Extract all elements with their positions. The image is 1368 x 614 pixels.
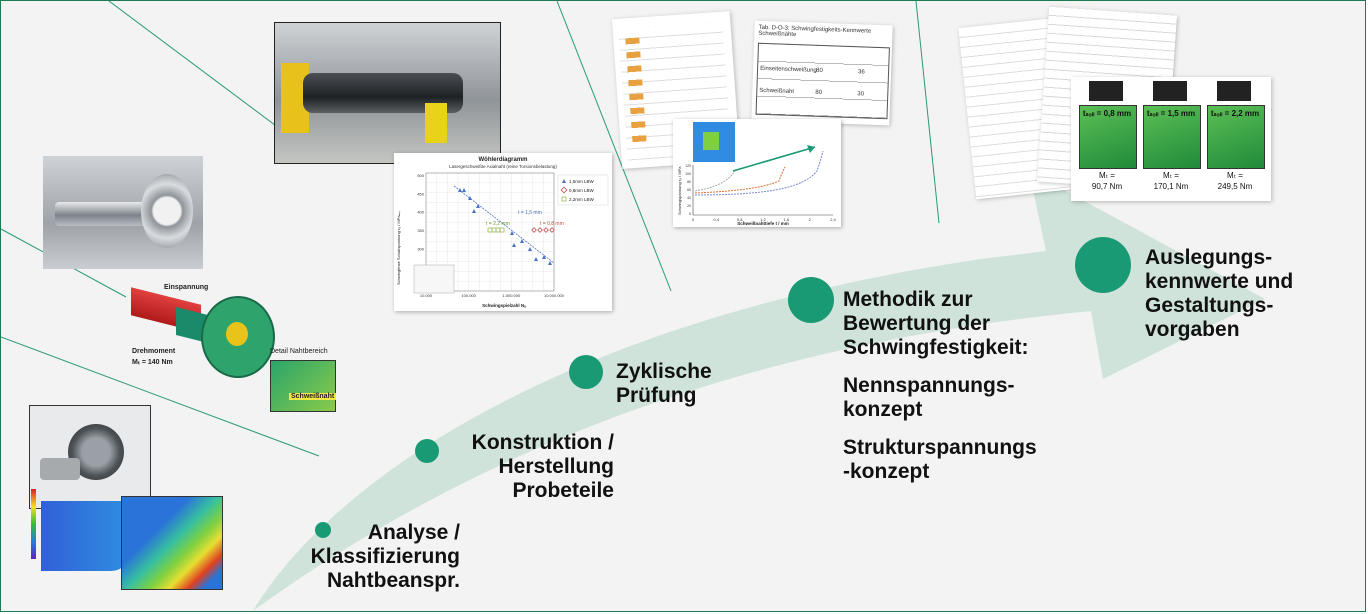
woehler-point-08 bbox=[532, 228, 537, 233]
step-3-label bbox=[616, 360, 712, 408]
step-4-sub-2-line-2: -konzept bbox=[843, 460, 930, 483]
depth-ylabel: Schwingspannung τₐ / MPa bbox=[677, 166, 682, 215]
fe-model bbox=[126, 284, 366, 444]
einspannung-label: Einspannung bbox=[164, 284, 209, 291]
depth-trend-arrow bbox=[733, 147, 815, 171]
woehler-ytick: 300 bbox=[417, 246, 424, 252]
tile-m-label: Mₜ = bbox=[1163, 171, 1179, 180]
step-5-label bbox=[1145, 246, 1293, 342]
depth-xlabel: Schweißnahttiefe t / mm bbox=[737, 221, 789, 226]
depth-ytick: 20 bbox=[687, 204, 691, 208]
woehler-subtitle: Lasergeschweißte Axialnaht (reine Torsionsbelastung) bbox=[449, 164, 557, 169]
gear-photo bbox=[29, 405, 151, 509]
depth-ytick: 0 bbox=[689, 212, 691, 216]
depth-curve-grey bbox=[695, 171, 735, 191]
step-5-line-3: Gestaltungs- bbox=[1145, 294, 1274, 317]
table-row-0-label: Einseitenschweißung bbox=[760, 65, 817, 74]
depth-fe-inset-hot bbox=[703, 132, 719, 150]
step-5-line-1: Auslegungs- bbox=[1145, 246, 1273, 269]
depth-xtick: 0,8 bbox=[736, 217, 743, 222]
woehler-point-15 bbox=[542, 255, 546, 259]
step-4-sub-1-line-1: Nennspannungs- bbox=[843, 374, 1015, 397]
step-4-label bbox=[843, 288, 1037, 484]
annotation-t15: t = 1,5 mm bbox=[518, 210, 542, 216]
woehler-ytick: 450 bbox=[417, 191, 424, 197]
result-tile bbox=[1207, 81, 1263, 197]
step-dot-3 bbox=[569, 355, 603, 389]
step-5-line-2: kennwerte und bbox=[1145, 270, 1294, 293]
step-dot-5 bbox=[1075, 237, 1131, 293]
drehmoment-label: Drehmoment bbox=[132, 348, 176, 355]
step-5-line-4: vorgaben bbox=[1145, 318, 1240, 341]
woehler-xtick: 1.000.000 bbox=[502, 293, 521, 298]
legend-15: 1,5mm LBW bbox=[569, 179, 594, 184]
depth-xtick: 2 bbox=[808, 217, 811, 222]
result-tile bbox=[1143, 81, 1199, 197]
table-row-1-val1: 80 bbox=[815, 89, 823, 97]
step-1-line-3: Nahtbeanspr. bbox=[326, 569, 460, 592]
step-2-line-3: Probeteile bbox=[512, 479, 614, 502]
depth-ytick: 80 bbox=[687, 180, 691, 184]
woehler-ytick: 500 bbox=[417, 173, 424, 178]
legend-08: 0,8mm LBW bbox=[569, 188, 594, 193]
moment-value: Mₜ = 140 Nm bbox=[132, 359, 173, 366]
annotation-t22: t = 2,2 mm bbox=[486, 221, 510, 227]
table-doc-title: Tab. D-O-3: Schwingfestigkeits-Kennwerte Schweißnähte bbox=[758, 24, 872, 39]
step-2-line-1: Konstruktion / bbox=[471, 431, 614, 454]
step-2-line-2: Herstellung bbox=[498, 455, 614, 478]
table-row-1-val2: 30 bbox=[857, 91, 865, 98]
woehler-xtick: 10.000 bbox=[419, 293, 433, 298]
woehler-point-15 bbox=[472, 209, 476, 213]
depth-ytick: 40 bbox=[687, 196, 691, 200]
woehler-point-22 bbox=[496, 228, 500, 232]
depth-xtick: 2,4 bbox=[830, 217, 836, 222]
result-tile bbox=[1079, 81, 1135, 197]
woehler-ylabel: Schwingfeste Schubspannung τₐ / MPaₘ₄ bbox=[396, 211, 401, 285]
step-1-label bbox=[277, 521, 460, 593]
woehler-title: Wöhlerdiagramm bbox=[478, 157, 528, 163]
woehler-point-08 bbox=[544, 228, 549, 233]
depth-xtick: 1,6 bbox=[783, 217, 790, 222]
depth-curve-orange bbox=[695, 167, 785, 193]
tile-m-value: 170,1 Nm bbox=[1153, 182, 1189, 191]
depth-xtick: 0,4 bbox=[713, 217, 720, 222]
woehler-point-22 bbox=[492, 228, 496, 232]
depth-chart bbox=[673, 119, 841, 227]
woehler-ytick: 400 bbox=[417, 209, 424, 215]
step-4-line-2: Bewertung der bbox=[843, 312, 991, 335]
result-panel bbox=[1071, 77, 1271, 201]
table-row-0-val1: 80 bbox=[815, 67, 823, 75]
depth-xtick: 1,2 bbox=[760, 217, 766, 222]
woehler-ytick: 350 bbox=[417, 228, 424, 233]
table-row-0-val2: 36 bbox=[857, 69, 865, 76]
woehler-point-15 bbox=[462, 188, 466, 192]
annotation-t08: t = 0,8 mm bbox=[540, 221, 564, 227]
tile-t-label: tₛₒₗₗ = 0,8 mm bbox=[1082, 109, 1132, 118]
woehler-chart bbox=[394, 153, 612, 311]
woehler-xlabel: Schwingspielzahl Nₒ bbox=[482, 303, 526, 308]
woehler-point-15 bbox=[510, 231, 514, 235]
legend-22: 2,2mm LBW bbox=[569, 197, 594, 202]
depth-ytick: 100 bbox=[685, 172, 691, 176]
schweissnaht-label: Schweißnaht bbox=[291, 393, 335, 400]
woehler-point-08 bbox=[550, 228, 555, 233]
fe-result-zoom bbox=[121, 496, 223, 590]
detail-zoom bbox=[270, 360, 336, 412]
table-row-1-label: Schweißnaht bbox=[759, 87, 795, 96]
step-3-line-2: Prüfung bbox=[616, 384, 697, 407]
step-4-line-1: Methodik zur bbox=[843, 288, 973, 311]
step-4-sub-2-line-1: Strukturspannungs bbox=[843, 436, 1037, 459]
woehler-point-15 bbox=[534, 257, 538, 261]
divider-line bbox=[916, 1, 939, 223]
woehler-point-15 bbox=[528, 247, 532, 251]
step-4-line-3: Schwingfestigkeit: bbox=[843, 336, 1029, 359]
woehler-xtick: 100.000 bbox=[461, 293, 476, 298]
depth-ytick: 60 bbox=[687, 188, 691, 192]
step-1-line-1: Analyse / bbox=[367, 521, 460, 544]
step-1-line-2: Klassifizierung bbox=[310, 545, 460, 568]
doc-table bbox=[751, 21, 892, 126]
depth-xtick: 0 bbox=[691, 217, 695, 222]
shaft-photo bbox=[43, 156, 203, 269]
step-2-label bbox=[431, 431, 614, 503]
tile-m-label: Mₜ = bbox=[1099, 171, 1115, 180]
fe-result-colorbar bbox=[31, 489, 36, 559]
woehler-point-08 bbox=[538, 228, 543, 233]
depth-ytick: 120 bbox=[685, 164, 691, 168]
tile-m-label: Mₜ = bbox=[1227, 171, 1243, 180]
tile-t-label: tₛₒₗₗ = 1,5 mm bbox=[1146, 109, 1196, 118]
tile-t-label: tₛₒₗₗ = 2,2 mm bbox=[1210, 109, 1260, 118]
tile-m-value: 249,5 Nm bbox=[1217, 182, 1253, 191]
fe-result-model bbox=[41, 501, 131, 571]
tile-m-value: 90,7 Nm bbox=[1091, 182, 1123, 191]
test-rig-photo bbox=[274, 22, 501, 164]
woehler-infobox bbox=[414, 265, 454, 293]
woehler-point-15 bbox=[512, 243, 516, 247]
step-3-line-1: Zyklische bbox=[616, 360, 712, 383]
woehler-xtick: 10.000.000 bbox=[543, 293, 565, 298]
step-dot-4 bbox=[788, 277, 834, 323]
detail-label: Detail Nahtbereich bbox=[270, 348, 328, 355]
step-4-sub-1-line-2: konzept bbox=[843, 398, 923, 421]
